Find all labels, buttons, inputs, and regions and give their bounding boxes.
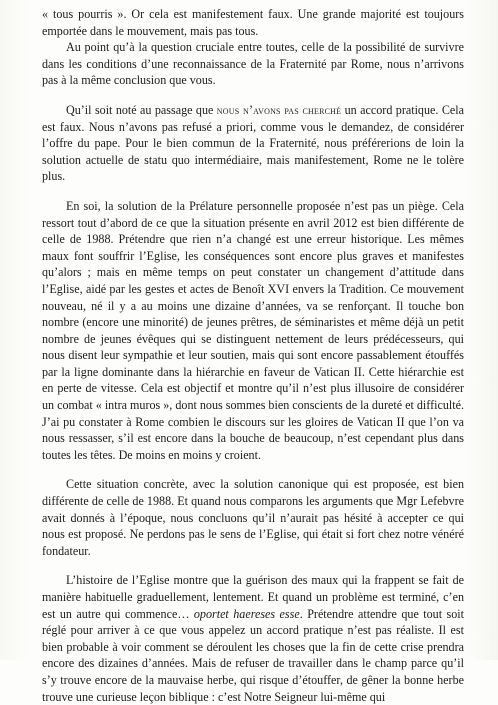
paragraph-spacer <box>42 463 464 476</box>
paragraph-3-rest: un accord pratique. Cela est faux. Nous n’avons pas refusé a priori, comme vous le demandez, de considérer l’offre du pape. Pour le bien commun de la Fraternité, nous préférerions de loin la solution actuelle de statu quo intermédiaire, mais manifestement, Rome ne le tolère plus. <box>42 102 464 184</box>
paragraph-3 <box>42 102 464 185</box>
paragraph-spacer <box>42 559 464 572</box>
paragraph-4: En soi, la solution de la Prélature personnelle proposée n’est pas un piège. Cela ressort tout d’abord de ce que la situation présente en avril 2012 est bien différente de celle de 1988. Prétendre que rien n’a changé est une erreur historique. Les mêmes maux font souffrir l’Eglise, les conséquences sont encore plus graves et manifestes qu’alors ; mais en même temps on peut constater un changement d’attitude dans l’Eglise, aidé par les gestes et actes de Benoît XVI envers la Tradition. Ce mouvement nouveau, né il y a au moins une dizaine d’années, va se renforçant. Il touche bon nombre (encore une minorité) de jeunes prêtres, de séminaristes et même déjà un petit nombre de jeunes évêques qui se distinguent nettement de leurs prédécesseurs, qui nous disent leur sympathie et leur soutien, mais qui sont encore passablement étouffés par la ligne dominante dans la hiérarchie en faveur de Vatican II. Cette hiérarchie est en perte de vitesse. Cela est objectif et montre qu’il n’est plus illusoire de considérer un combat « intra muros », dont nous sommes bien conscients de la dureté et difficulté. J’ai pu constater à Rome combien le discours sur les gloires de Vatican II que l’on va nous ressasser, s’il est encore dans la bouche de beaucoup, n’est cependant plus dans toutes les têtes. De moins en moins y croient. <box>42 198 464 462</box>
paragraph-5: Cette situation concrète, avec la solution canonique qui est proposée, est bien différente de celle de 1988. Et quand nous comparons les arguments que Mgr Lefebvre avait donnés à l’époque, nous concluons qu’il n’aurait pas hésité à accepter ce qui nous est proposé. Ne perdons pas le sens de l’Eglise, qui était si fort chez notre vénéré fondateur. <box>42 477 464 558</box>
paragraph-6-rest: . Prétendre attendre que tout soit réglé pour arriver à ce que vous appelez un accord pratique n’est pas réaliste. Il est bien probable à voir comment se déroulent les choses que la fin de cette crise prendra encore des dizaines d’années. Mais de refuser de travailler dans le champ parce qu’il s’y trouve encore de la mauvaise herbe, qui risque d’étouffer, de gêner la bonne herbe trouve une curieuse leçon biblique : c’est Notre Seigneur lui-même qui <box>42 606 465 704</box>
paragraph-6 <box>42 572 464 705</box>
small-caps-phrase: nous n’avons pas cherché <box>216 102 342 117</box>
paragraph-1: « tous pourris ». Or cela est manifestement faux. Une grande majorité est toujours emportée dans le mouvement, mais pas tous. <box>42 7 464 38</box>
paragraph-3-lead: Qu’il soit noté au passage que <box>66 102 217 117</box>
paragraph-6-lead: L’histoire de l’Eglise montre que la guérison des maux qui la frappent se fait de manière habituelle graduellement, lentement. Et quand un problème est terminé, c’en est un autre qui commence… <box>42 573 464 621</box>
paragraph-spacer <box>42 185 464 198</box>
latin-phrase: oportet haereses esse <box>193 606 300 621</box>
paragraph-spacer <box>42 89 464 102</box>
paragraph-2: Au point qu’à la question cruciale entre toutes, celle de la possibilité de survivre dans les conditions d’une reconnaissance de la Fraternité par Rome, nous n’arrivons pas à la même conclusion que vous. <box>42 40 464 88</box>
